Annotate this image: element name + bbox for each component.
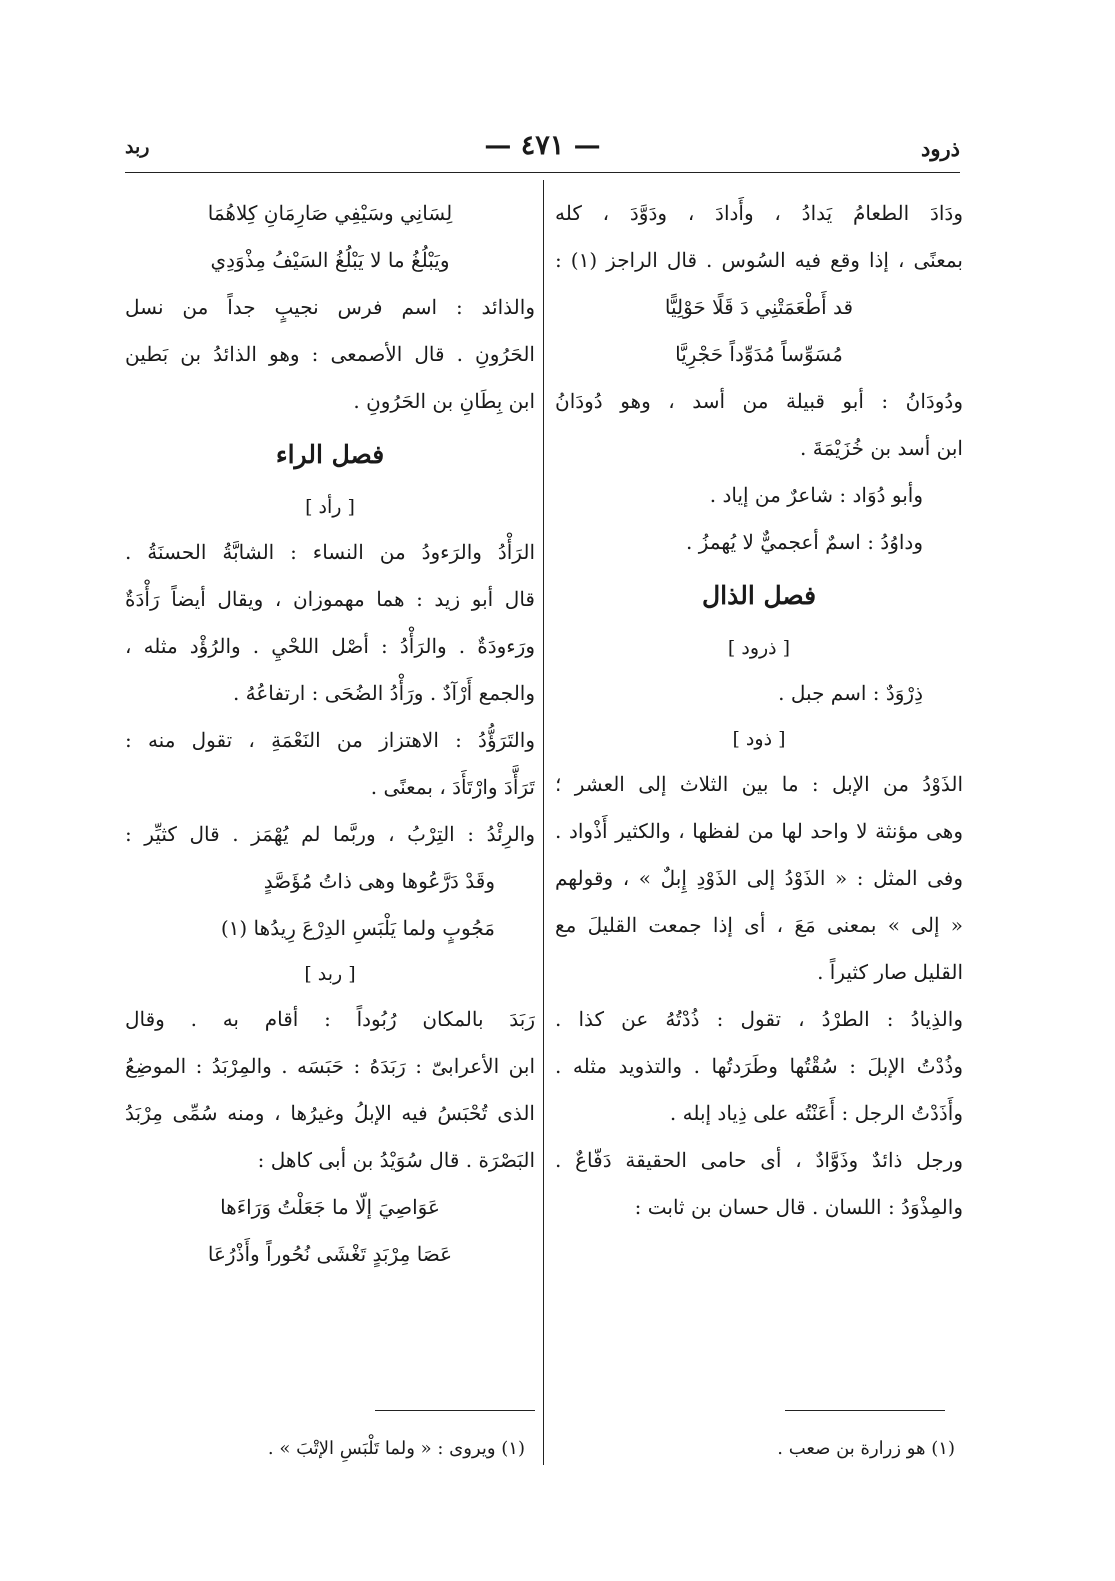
text-line: رَبَدَ بالمكان رُبُوداً : أقام به . وقال xyxy=(125,1007,535,1031)
text-line: ابن الأعرابىّ : رَبَدَهُ : حَبَسَه . والمِرْبَدُ : الموضِعُ xyxy=(125,1054,535,1078)
text-line: الحَرُونِ . قال الأصمعى : وهو الذائدُ بن بَطين xyxy=(125,342,535,366)
left-column xyxy=(125,190,535,1278)
text-line: والذائد : اسم فرس نجيبٍ جداً من نسل xyxy=(125,295,535,319)
text-line: وهى مؤنثة لا واحد لها من لفظها ، والكثير أَذْواد . xyxy=(555,819,963,843)
text-line: والذِيادُ : الطرْدُ ، تقول : ذُدْتُهُ عن كذا . xyxy=(555,1007,963,1031)
text-line: وذُدْتُ الإبلَ : سُقْتُها وطَرَدتُها . والتذويد مثله . xyxy=(555,1054,963,1078)
text-line: الذَوْدُ من الإبل : ما بين الثلاث إلى العشر ؛ xyxy=(555,772,963,796)
text-line: والرِئْدُ : التِرْبُ ، وربَّما لم يُهْمَز . قال كثيِّر : xyxy=(125,822,535,846)
page-number: — ٤٧١ — xyxy=(484,130,601,161)
text-line: البَصْرَة . قال سُوَيْدُ بن أبى كاهل : xyxy=(257,1148,535,1172)
text-line: ابن بِطَانِ بن الحَرُونِ . xyxy=(353,389,535,413)
footnote-left: (١) ويروى : « ولما تَلْبَسِ الإتْبَ » . xyxy=(267,1438,525,1459)
verse-line: ويَبْلُغُ ما لا يَبْلُغُ السَيْفُ مِذْوَدِي xyxy=(210,248,450,272)
text-line: ودُودَانُ : أبو قبيلة من أسد ، وهو دُودَانُ xyxy=(555,389,963,413)
text-line: الرَأْدُ والرَءودُ من النساء : الشابَّةُ الحسنَةُ . xyxy=(125,540,535,564)
text-line: والمِذْوَدُ : اللسان . قال حسان بن ثابت : xyxy=(634,1195,963,1219)
verse-line: قد أَطْعَمَتْنِي دَ قَلًا حَوْلِيًّا xyxy=(664,295,854,319)
text-line: وأبو دُوَاد : شاعرٌ من إياد . xyxy=(709,483,923,507)
entry-headword: [ رأد ] xyxy=(305,496,355,518)
page-header xyxy=(125,128,960,168)
verse-line: وقَدْ دَرَّعُوها وهى ذاتُ مُؤَصَّدٍ xyxy=(263,869,495,893)
verse-line: عَصَا مِرْبَدٍ تَغْشَى نُحُوراً وأَذْرُعَا xyxy=(207,1242,453,1266)
text-line: ذِرْوَدٌ : اسم جبل . xyxy=(778,681,923,705)
header-rule xyxy=(125,172,960,173)
running-head-left: ربد xyxy=(125,136,150,158)
text-line: « إلى » بمعنى مَعَ ، أى إذا جمعت القليلَ مع xyxy=(555,913,963,937)
verse-line: عَوَاصِيَ إلّا ما جَعَلْتُ وَرَاءَها xyxy=(220,1195,440,1219)
text-line: وفى المثل : « الذَوْدُ إلى الذَوْدِ إِبلٌ » ، وقولهم xyxy=(555,866,963,890)
text-line: ابن أسد بن خُزَيْمَةَ . xyxy=(800,436,963,460)
entry-headword: [ ذرود ] xyxy=(727,637,791,659)
verse-line: مَجُوبٍ ولما يَلْبَسِ الدِرْعَ رِيدُها (١) xyxy=(220,916,495,940)
text-line: والتَرَؤُّدُ : الاهتزاز من النَعْمَةِ ، تقول منه : xyxy=(125,728,535,752)
text-line: قال أبو زيد : هما مهموزان ، ويقال أيضاً رَأْدَةٌ xyxy=(125,587,535,611)
entry-headword: [ ذود ] xyxy=(732,728,786,750)
verse-line: مُسَوِّساً مُدَوِّداً حَجْرِيَّا xyxy=(675,342,843,366)
right-column xyxy=(555,190,963,1231)
text-line: القليل صار كثيراً . xyxy=(817,960,963,984)
section-title: فصل الراء xyxy=(275,440,385,469)
entry-headword: [ ربد ] xyxy=(304,963,356,985)
footnote-rule-left xyxy=(375,1410,535,1411)
footnote-right: (١) هو زرارة بن صعب . xyxy=(777,1438,955,1459)
text-line: ودَادَ الطعامُ يَدادُ ، وأَدادَ ، ودَوَّدَ ، كله xyxy=(555,201,963,225)
running-head-right: ذرود xyxy=(921,136,960,161)
text-line: الذى تُحْبَسُ فيه الإبلُ وغيرُها ، ومنه سُمِّى مِرْبَدُ xyxy=(125,1101,535,1125)
text-line: والجمع أَرْآدٌ . ورَأْدُ الضُحَى : ارتفاعُهُ . xyxy=(232,681,535,705)
text-line: ورَءودَةٌ . والرَأْدُ : أصْل اللحْيِ . والرُؤْد مثله ، xyxy=(125,634,535,658)
text-line: تَرَأَّدَ وارْتَأَدَ ، بمعنًى . xyxy=(370,775,535,799)
text-line: ورجل ذائدٌ وذَوَّادٌ ، أى حامى الحقيقة دَفّاعٌ . xyxy=(555,1148,963,1172)
verse-line: لِسَانِي وسَيْفِي صَارِمَانِ كِلاهُمَا xyxy=(207,201,453,225)
text-line: بمعنًى ، إذا وقع فيه السُوس . قال الراجز (١) : xyxy=(555,248,963,272)
text-line: وداوُدُ : اسمٌ أعجميٌّ لا يُهمزُ . xyxy=(686,530,923,554)
text-line: وأَذَدْتُ الرجل : أَعَنْتُه على ذِياد إبله . xyxy=(669,1101,963,1125)
footnote-rule-right xyxy=(785,1410,945,1411)
column-divider xyxy=(543,180,544,1465)
section-title: فصل الذال xyxy=(701,581,817,610)
